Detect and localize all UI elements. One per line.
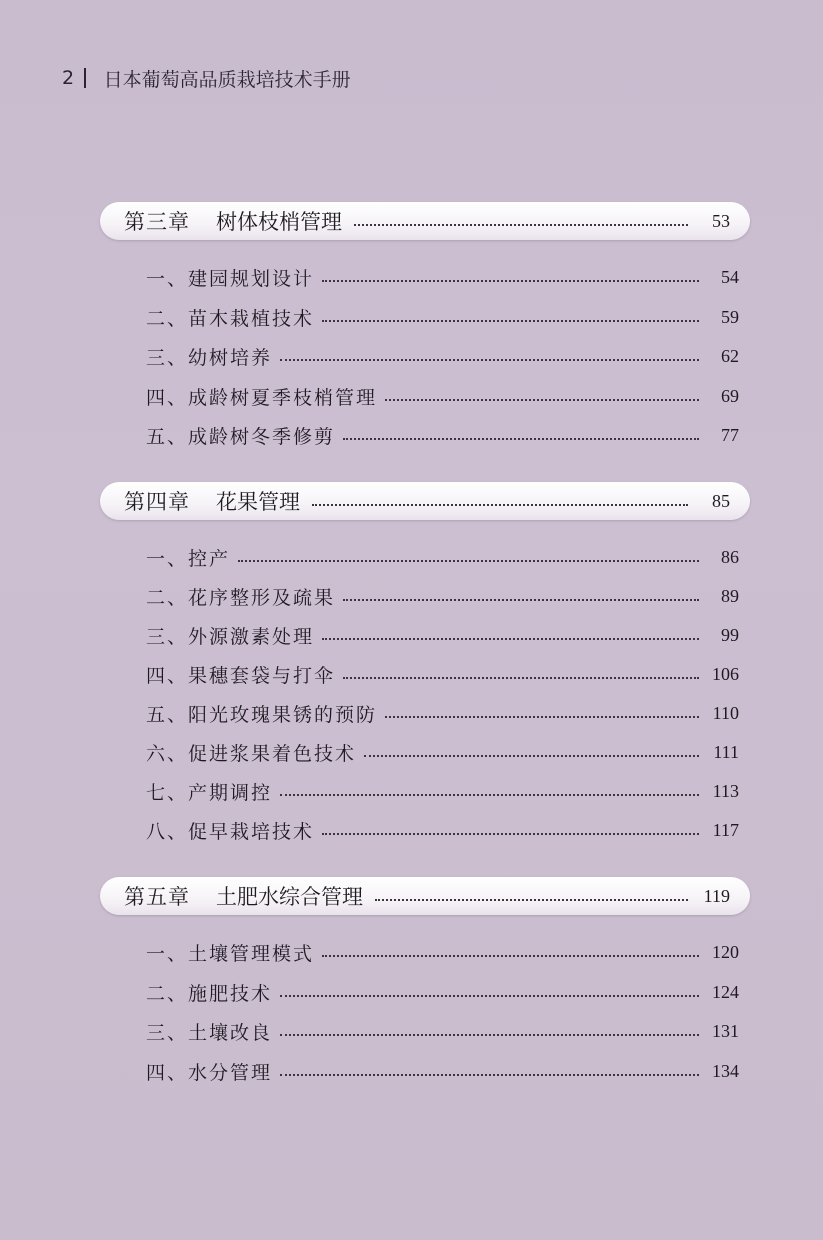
toc-entry[interactable]: [146, 1056, 739, 1086]
entry-title: 一、建园规划设计: [146, 267, 315, 290]
chapter-number: 第三章: [124, 210, 190, 234]
entry-page: 69: [721, 385, 739, 406]
dot-leader: [322, 638, 699, 640]
dot-leader: [385, 399, 699, 401]
entry-page: 54: [721, 266, 739, 287]
entry-page: 111: [713, 741, 739, 762]
dot-leader: [354, 224, 688, 226]
entry-page: 106: [712, 663, 739, 684]
chapter-page: 85: [712, 490, 730, 511]
toc-entry[interactable]: [146, 262, 739, 292]
dot-leader: [343, 438, 699, 440]
chapter-title: 花果管理: [216, 490, 300, 514]
toc-entry[interactable]: [146, 302, 739, 332]
entry-title: 三、外源激素处理: [146, 625, 315, 648]
toc-entry[interactable]: [146, 737, 739, 767]
entry-title: 四、成龄树夏季枝梢管理: [146, 386, 378, 409]
entry-title: 四、果穗套袋与打伞: [146, 664, 336, 687]
toc-entry[interactable]: [146, 937, 739, 967]
entry-page: 62: [721, 345, 739, 366]
toc-entry[interactable]: [146, 381, 739, 411]
entry-page: 59: [721, 306, 739, 327]
dot-leader: [280, 1074, 699, 1076]
entry-title: 五、成龄树冬季修剪: [146, 425, 336, 448]
dot-leader: [322, 280, 699, 282]
toc-entry[interactable]: [146, 620, 739, 650]
entry-title: 八、促早栽培技术: [146, 820, 315, 843]
dot-leader: [322, 955, 699, 957]
chapter-page: 119: [703, 885, 730, 906]
entry-title: 一、土壤管理模式: [146, 942, 315, 965]
toc-entry[interactable]: [146, 1016, 739, 1046]
entry-title: 一、控产: [146, 547, 231, 570]
dot-leader: [322, 833, 699, 835]
entry-page: 86: [721, 546, 739, 567]
entry-title: 四、水分管理: [146, 1061, 273, 1084]
entry-page: 110: [712, 702, 739, 723]
entry-page: 131: [712, 1020, 739, 1041]
chapter-number: 第五章: [124, 885, 190, 909]
book-title: 日本葡萄高品质栽培技术手册: [103, 68, 351, 91]
dot-leader: [280, 995, 699, 997]
chapter-page: 53: [712, 210, 730, 231]
toc-entry[interactable]: [146, 581, 739, 611]
dot-leader: [280, 794, 699, 796]
chapter-heading-3[interactable]: [100, 202, 750, 240]
dot-leader: [280, 1034, 699, 1036]
dot-leader: [312, 504, 688, 506]
entry-page: 120: [712, 941, 739, 962]
toc-entry[interactable]: [146, 659, 739, 689]
entry-title: 五、阳光玫瑰果锈的预防: [146, 703, 378, 726]
entry-page: 89: [721, 585, 739, 606]
entry-page: 124: [712, 981, 739, 1002]
dot-leader: [385, 716, 699, 718]
toc-entry[interactable]: [146, 542, 739, 572]
toc-entry[interactable]: [146, 977, 739, 1007]
entry-title: 三、土壤改良: [146, 1021, 273, 1044]
entry-page: 117: [712, 819, 739, 840]
toc-entry[interactable]: [146, 341, 739, 371]
entry-title: 二、花序整形及疏果: [146, 586, 336, 609]
entry-title: 六、促进浆果着色技术: [146, 742, 357, 765]
toc-entry[interactable]: [146, 420, 739, 450]
toc-entry[interactable]: [146, 698, 739, 728]
dot-leader: [343, 677, 699, 679]
chapter-heading-5[interactable]: [100, 877, 750, 915]
entry-page: 99: [721, 624, 739, 645]
entry-title: 二、施肥技术: [146, 982, 273, 1005]
chapter-title: 土肥水综合管理: [216, 885, 363, 909]
dot-leader: [322, 320, 699, 322]
chapter-heading-4[interactable]: [100, 482, 750, 520]
entry-page: 134: [712, 1060, 739, 1081]
entry-title: 七、产期调控: [146, 781, 273, 804]
dot-leader: [364, 755, 699, 757]
page-number: 2: [62, 67, 75, 89]
dot-leader: [343, 599, 699, 601]
entry-title: 三、幼树培养: [146, 346, 273, 369]
toc-entry[interactable]: [146, 815, 739, 845]
dot-leader: [280, 359, 699, 361]
entry-page: 113: [712, 780, 739, 801]
chapter-number: 第四章: [124, 490, 190, 514]
chapter-title: 树体枝梢管理: [216, 210, 342, 234]
dot-leader: [238, 560, 699, 562]
entry-page: 77: [721, 424, 739, 445]
dot-leader: [375, 899, 688, 901]
entry-title: 二、苗木栽植技术: [146, 307, 315, 330]
toc-entry[interactable]: [146, 776, 739, 806]
